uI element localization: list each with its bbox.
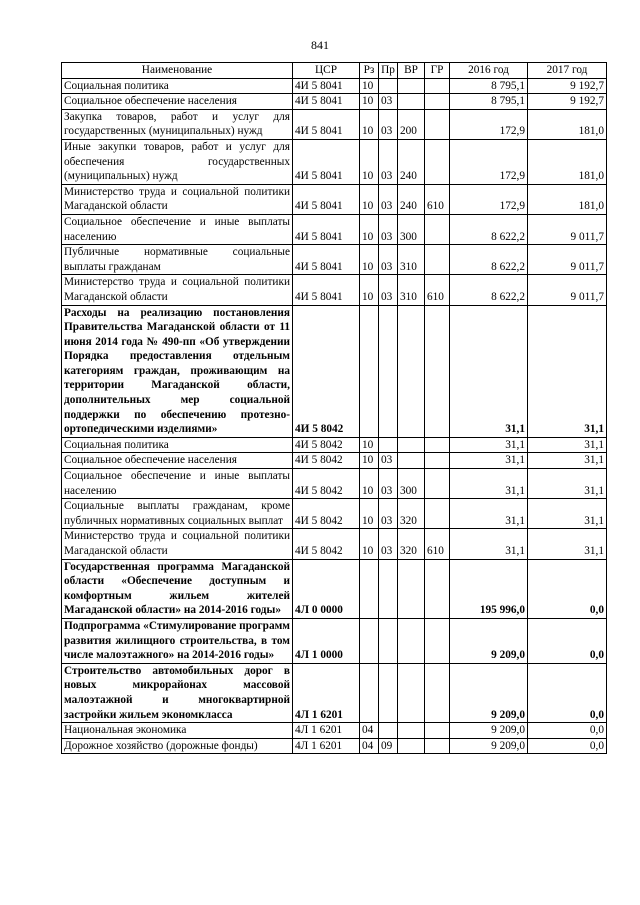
cell-name: Социальное обеспечение и иные выплаты населению xyxy=(62,214,293,244)
cell-rz xyxy=(360,663,379,722)
cell-pr xyxy=(379,559,398,618)
cell-vr: 300 xyxy=(398,469,425,499)
cell-vr xyxy=(398,305,425,437)
cell-vr: 240 xyxy=(398,139,425,184)
cell-2016: 9 209,0 xyxy=(450,618,528,663)
cell-vr: 300 xyxy=(398,214,425,244)
cell-2016: 8 622,2 xyxy=(450,245,528,275)
cell-2016: 31,1 xyxy=(450,453,528,469)
cell-pr xyxy=(379,663,398,722)
cell-rz xyxy=(360,305,379,437)
table-row xyxy=(62,618,607,663)
cell-name: Социальная политика xyxy=(62,78,293,94)
table-row xyxy=(62,78,607,94)
cell-vr: 320 xyxy=(398,529,425,559)
cell-vr xyxy=(398,723,425,739)
cell-pr: 03 xyxy=(379,184,398,214)
cell-vr: 240 xyxy=(398,184,425,214)
cell-rz: 04 xyxy=(360,723,379,739)
cell-2017: 31,1 xyxy=(528,437,607,453)
cell-rz xyxy=(360,618,379,663)
cell-2017: 0,0 xyxy=(528,559,607,618)
cell-name: Социальное обеспечение и иные выплаты населению xyxy=(62,469,293,499)
cell-2016: 31,1 xyxy=(450,499,528,529)
table-row xyxy=(62,559,607,618)
cell-csr: 4И 5 8041 xyxy=(293,139,360,184)
cell-rz: 10 xyxy=(360,529,379,559)
cell-csr: 4Л 1 6201 xyxy=(293,723,360,739)
cell-pr: 03 xyxy=(379,214,398,244)
header-name: Наименование xyxy=(62,63,293,79)
cell-csr: 4И 5 8041 xyxy=(293,245,360,275)
table-row xyxy=(62,94,607,110)
table-row xyxy=(62,245,607,275)
cell-2017: 9 011,7 xyxy=(528,275,607,305)
cell-rz: 10 xyxy=(360,139,379,184)
cell-rz: 10 xyxy=(360,453,379,469)
cell-name: Закупка товаров, работ и услуг для государственных (муниципальных) нужд xyxy=(62,109,293,139)
table-header-row xyxy=(62,63,607,79)
cell-rz: 04 xyxy=(360,738,379,754)
cell-pr: 03 xyxy=(379,245,398,275)
cell-csr: 4И 5 8041 xyxy=(293,184,360,214)
cell-pr: 03 xyxy=(379,139,398,184)
cell-csr: 4Л 1 6201 xyxy=(293,738,360,754)
header-2016: 2016 год xyxy=(450,63,528,79)
cell-2017: 0,0 xyxy=(528,663,607,722)
cell-pr xyxy=(379,437,398,453)
cell-2016: 172,9 xyxy=(450,184,528,214)
header-csr: ЦСР xyxy=(293,63,360,79)
cell-gr: 610 xyxy=(425,184,450,214)
cell-csr: 4Л 1 0000 xyxy=(293,618,360,663)
cell-rz: 10 xyxy=(360,184,379,214)
cell-2017: 181,0 xyxy=(528,184,607,214)
cell-name: Публичные нормативные социальные выплаты гражданам xyxy=(62,245,293,275)
cell-rz: 10 xyxy=(360,245,379,275)
cell-2017: 0,0 xyxy=(528,738,607,754)
header-2017: 2017 год xyxy=(528,63,607,79)
cell-csr: 4И 5 8041 xyxy=(293,275,360,305)
cell-vr xyxy=(398,618,425,663)
cell-gr: 610 xyxy=(425,529,450,559)
cell-name: Государственная программа Магаданской области «Обеспечение доступным и комфортным жильем жителей Магаданской области» на 2014-2016 годы» xyxy=(62,559,293,618)
cell-vr xyxy=(398,453,425,469)
cell-gr xyxy=(425,453,450,469)
cell-vr xyxy=(398,437,425,453)
cell-pr xyxy=(379,723,398,739)
table-row xyxy=(62,469,607,499)
cell-vr xyxy=(398,94,425,110)
table-row xyxy=(62,214,607,244)
cell-name: Национальная экономика xyxy=(62,723,293,739)
table-row xyxy=(62,109,607,139)
cell-pr: 03 xyxy=(379,94,398,110)
cell-2016: 31,1 xyxy=(450,469,528,499)
cell-csr: 4И 5 8042 xyxy=(293,499,360,529)
cell-gr xyxy=(425,109,450,139)
cell-gr: 610 xyxy=(425,275,450,305)
cell-gr xyxy=(425,663,450,722)
cell-csr: 4И 5 8042 xyxy=(293,529,360,559)
cell-2017: 0,0 xyxy=(528,618,607,663)
cell-pr: 03 xyxy=(379,275,398,305)
cell-vr: 310 xyxy=(398,245,425,275)
cell-csr: 4И 5 8042 xyxy=(293,469,360,499)
table-row xyxy=(62,738,607,754)
table-row xyxy=(62,305,607,437)
cell-pr: 09 xyxy=(379,738,398,754)
cell-2016: 31,1 xyxy=(450,305,528,437)
cell-rz: 10 xyxy=(360,275,379,305)
cell-2017: 31,1 xyxy=(528,469,607,499)
cell-2017: 31,1 xyxy=(528,305,607,437)
cell-csr: 4И 5 8042 xyxy=(293,453,360,469)
cell-csr: 4И 5 8042 xyxy=(293,437,360,453)
cell-2017: 9 192,7 xyxy=(528,78,607,94)
cell-2016: 172,9 xyxy=(450,109,528,139)
cell-name: Социальная политика xyxy=(62,437,293,453)
cell-2016: 9 209,0 xyxy=(450,663,528,722)
table-row xyxy=(62,275,607,305)
cell-pr: 03 xyxy=(379,109,398,139)
cell-name: Министерство труда и социальной политики Магаданской области xyxy=(62,275,293,305)
cell-gr xyxy=(425,559,450,618)
cell-gr xyxy=(425,723,450,739)
table-row xyxy=(62,663,607,722)
cell-gr xyxy=(425,738,450,754)
cell-2016: 31,1 xyxy=(450,437,528,453)
cell-csr: 4Л 1 6201 xyxy=(293,663,360,722)
cell-rz: 10 xyxy=(360,437,379,453)
cell-2016: 8 622,2 xyxy=(450,275,528,305)
cell-rz: 10 xyxy=(360,78,379,94)
cell-gr xyxy=(425,214,450,244)
cell-name: Подпрограмма «Стимулирование программ развития жилищного строительства, в том числе малоэтажного» на 2014-2016 годы» xyxy=(62,618,293,663)
cell-csr: 4И 5 8041 xyxy=(293,214,360,244)
cell-gr xyxy=(425,139,450,184)
header-rz: Рз xyxy=(360,63,379,79)
cell-csr: 4И 5 8041 xyxy=(293,78,360,94)
page-number: 841 xyxy=(311,38,329,52)
cell-gr xyxy=(425,245,450,275)
cell-gr xyxy=(425,78,450,94)
cell-pr: 03 xyxy=(379,529,398,559)
cell-name: Иные закупки товаров, работ и услуг для обеспечения государственных (муниципальных) нужд xyxy=(62,139,293,184)
table-row xyxy=(62,499,607,529)
cell-vr xyxy=(398,78,425,94)
cell-gr xyxy=(425,618,450,663)
cell-vr: 310 xyxy=(398,275,425,305)
cell-2017: 9 011,7 xyxy=(528,245,607,275)
cell-gr xyxy=(425,469,450,499)
cell-2016: 8 795,1 xyxy=(450,94,528,110)
header-vr: ВР xyxy=(398,63,425,79)
header-gr: ГР xyxy=(425,63,450,79)
cell-vr xyxy=(398,738,425,754)
cell-name: Расходы на реализацию постановления Правительства Магаданской области от 11 июня 2014 года № 490-пп «Об утверждении Порядка предоставления отдельным категориям граждан, проживающим на территории Магаданской области, дополнительных мер социальной поддержки по обеспечению протезно-ортопедическими изделиями» xyxy=(62,305,293,437)
cell-pr: 03 xyxy=(379,499,398,529)
table-row xyxy=(62,184,607,214)
cell-2016: 172,9 xyxy=(450,139,528,184)
cell-2017: 31,1 xyxy=(528,453,607,469)
cell-vr: 320 xyxy=(398,499,425,529)
cell-rz: 10 xyxy=(360,214,379,244)
cell-csr: 4И 5 8042 xyxy=(293,305,360,437)
cell-2017: 31,1 xyxy=(528,499,607,529)
cell-rz: 10 xyxy=(360,109,379,139)
cell-2017: 9 011,7 xyxy=(528,214,607,244)
cell-csr: 4И 5 8041 xyxy=(293,94,360,110)
cell-name: Социальные выплаты гражданам, кроме публичных нормативных социальных выплат xyxy=(62,499,293,529)
cell-2016: 195 996,0 xyxy=(450,559,528,618)
cell-gr xyxy=(425,437,450,453)
cell-2017: 181,0 xyxy=(528,109,607,139)
cell-csr: 4И 5 8041 xyxy=(293,109,360,139)
budget-table xyxy=(61,62,607,754)
cell-gr xyxy=(425,305,450,437)
cell-2016: 8 795,1 xyxy=(450,78,528,94)
cell-pr xyxy=(379,618,398,663)
cell-pr: 03 xyxy=(379,453,398,469)
cell-csr: 4Л 0 0000 xyxy=(293,559,360,618)
cell-2016: 9 209,0 xyxy=(450,723,528,739)
cell-2017: 31,1 xyxy=(528,529,607,559)
cell-vr xyxy=(398,559,425,618)
cell-name: Строительство автомобильных дорог в новых микрорайонах массовой малоэтажной и многоквартирной застройки жильем экономкласса xyxy=(62,663,293,722)
header-pr: Пр xyxy=(379,63,398,79)
cell-gr xyxy=(425,94,450,110)
cell-pr: 03 xyxy=(379,469,398,499)
table-row xyxy=(62,437,607,453)
table-row xyxy=(62,529,607,559)
table-row xyxy=(62,453,607,469)
cell-gr xyxy=(425,499,450,529)
cell-2016: 8 622,2 xyxy=(450,214,528,244)
table-row xyxy=(62,139,607,184)
cell-name: Министерство труда и социальной политики Магаданской области xyxy=(62,184,293,214)
cell-name: Министерство труда и социальной политики Магаданской области xyxy=(62,529,293,559)
cell-2016: 31,1 xyxy=(450,529,528,559)
cell-pr xyxy=(379,78,398,94)
cell-name: Дорожное хозяйство (дорожные фонды) xyxy=(62,738,293,754)
cell-2017: 181,0 xyxy=(528,139,607,184)
cell-rz: 10 xyxy=(360,499,379,529)
cell-name: Социальное обеспечение населения xyxy=(62,94,293,110)
cell-name: Социальное обеспечение населения xyxy=(62,453,293,469)
cell-rz: 10 xyxy=(360,94,379,110)
cell-pr xyxy=(379,305,398,437)
cell-vr xyxy=(398,663,425,722)
cell-vr: 200 xyxy=(398,109,425,139)
cell-2017: 0,0 xyxy=(528,723,607,739)
cell-rz xyxy=(360,559,379,618)
cell-2016: 9 209,0 xyxy=(450,738,528,754)
cell-2017: 9 192,7 xyxy=(528,94,607,110)
cell-rz: 10 xyxy=(360,469,379,499)
table-row xyxy=(62,723,607,739)
